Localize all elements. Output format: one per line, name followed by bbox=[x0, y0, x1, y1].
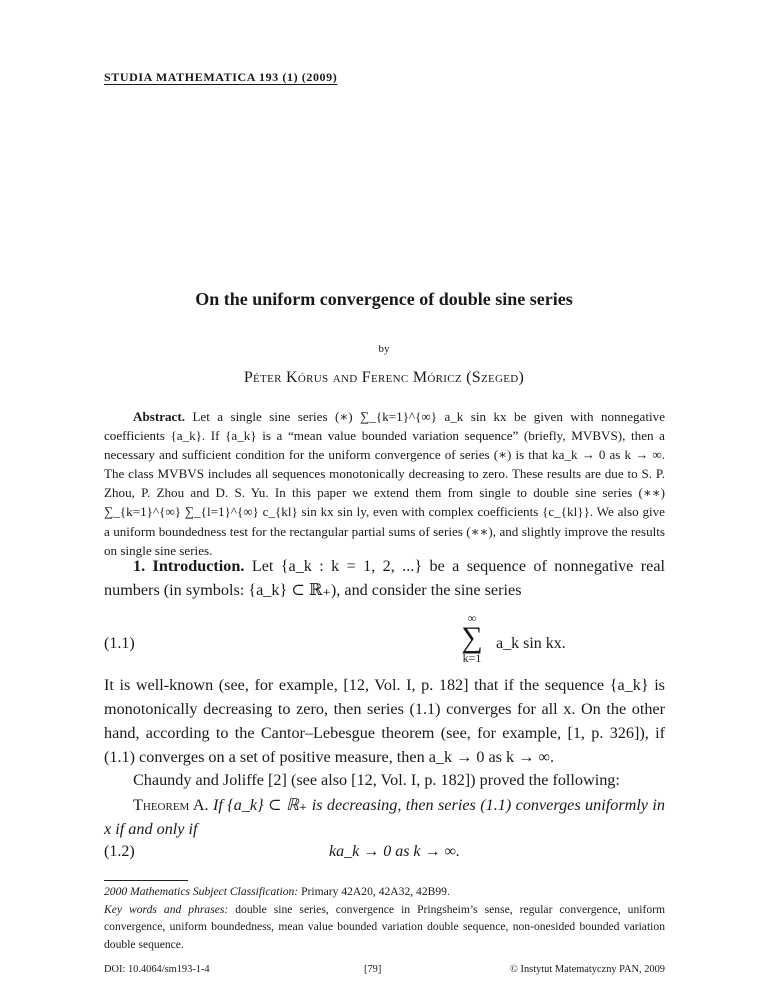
intro-paragraph-3: Chaundy and Joliffe [2] (see also [12, Vol. I, p. 182]) proved the following: bbox=[133, 771, 620, 789]
abstract-label: Abstract. bbox=[133, 409, 185, 424]
journal-header: STUDIA MATHEMATICA 193 (1) (2009) bbox=[104, 70, 338, 84]
footnote-rule bbox=[104, 880, 188, 881]
equation-1-1 bbox=[104, 612, 665, 672]
sum-term: a_k sin kx. bbox=[496, 635, 566, 652]
theorem-a bbox=[104, 793, 665, 841]
sum-lower-limit: k=1 bbox=[462, 651, 482, 665]
msc-text: Primary 42A20, 42A32, 42B99. bbox=[301, 885, 450, 898]
sum-upper-limit: ∞ bbox=[467, 611, 477, 625]
page-number: [79] bbox=[364, 964, 382, 975]
footnotes bbox=[104, 883, 665, 953]
paper-title: On the uniform convergence of double sine series bbox=[195, 289, 573, 309]
by-line: by bbox=[378, 343, 390, 355]
author-line: Péter Kórus and Ferenc Móricz (Szeged) bbox=[243, 369, 525, 386]
abstract bbox=[104, 407, 665, 560]
keywords-text: double sine series, convergence in Pringsheim’s sense, regular convergence, uniform convergence, uniform boundedness, mean value bounded variation double sequence, non-onesided bounded variation double sequence. bbox=[104, 902, 666, 951]
msc-label: 2000 Mathematics Subject Classification: bbox=[104, 885, 299, 898]
intro-paragraph-1 bbox=[104, 555, 665, 603]
intro-paragraph-2: It is well-known (see, for example, [12, Vol. I, p. 182] that if the sequence {a_k} is monotonically decreasing to zero, then series (1.1) converges for all x. On the other hand, according to the Cantor–Lebesgue theorem (see, for example, [1, p. 326]), if (1.1) converges on a set of positive measure, then a_k → 0 as k → ∞. bbox=[104, 676, 665, 766]
equation-label: (1.1) bbox=[104, 635, 135, 652]
equation-label: (1.2) bbox=[104, 843, 135, 860]
equation-1-2 bbox=[104, 843, 665, 867]
equation-expression: ka_k → 0 as k → ∞. bbox=[329, 843, 460, 860]
theorem-text: If {a_k} ⊂ ℝ₊ is decreasing, then series (1.1) converges uniformly in x if and only if bbox=[104, 796, 665, 838]
theorem-label: Theorem A. bbox=[133, 796, 209, 814]
doi: DOI: 10.4064/sm193-1-4 bbox=[104, 964, 210, 975]
copyright: © Instytut Matematyczny PAN, 2009 bbox=[510, 964, 665, 975]
keywords-label: Key words and phrases: bbox=[104, 902, 229, 916]
section-heading: 1. Introduction. bbox=[133, 557, 245, 575]
intro-paragraph-1-text: Let {a_k : k = 1, 2, ...} be a sequence of nonnegative real numbers (in symbols: {a_k} ⊂ ℝ₊), and consider the sine series bbox=[104, 557, 666, 599]
abstract-text: Let a single sine series (∗) ∑_{k=1}^{∞} a_k sin kx be given with nonnegative coefficients {a_k}. If {a_k} is a “mean value bounded variation sequence” (briefly, MVBVS), then a necessary and sufficient condition for the uniform convergence of series (∗) is that ka_k → 0 as k → ∞. The class MVBVS includes all sequences monotonically decreasing to zero. These results are due to S. P. Zhou, P. Zhou and D. S. Yu. In this paper we extend them from single to double sine series (∗∗) ∑_{k=1}^{∞} ∑_{l=1}^{∞} c_{kl} sin kx sin ly, even with complex coefficients {c_{kl}}. We also give a uniform boundedness test for the rectangular partial sums of series (∗∗), and slightly improve the results on single sine series. bbox=[104, 409, 666, 558]
sum-symbol bbox=[452, 612, 492, 664]
sigma-glyph: ∑ bbox=[461, 621, 483, 654]
